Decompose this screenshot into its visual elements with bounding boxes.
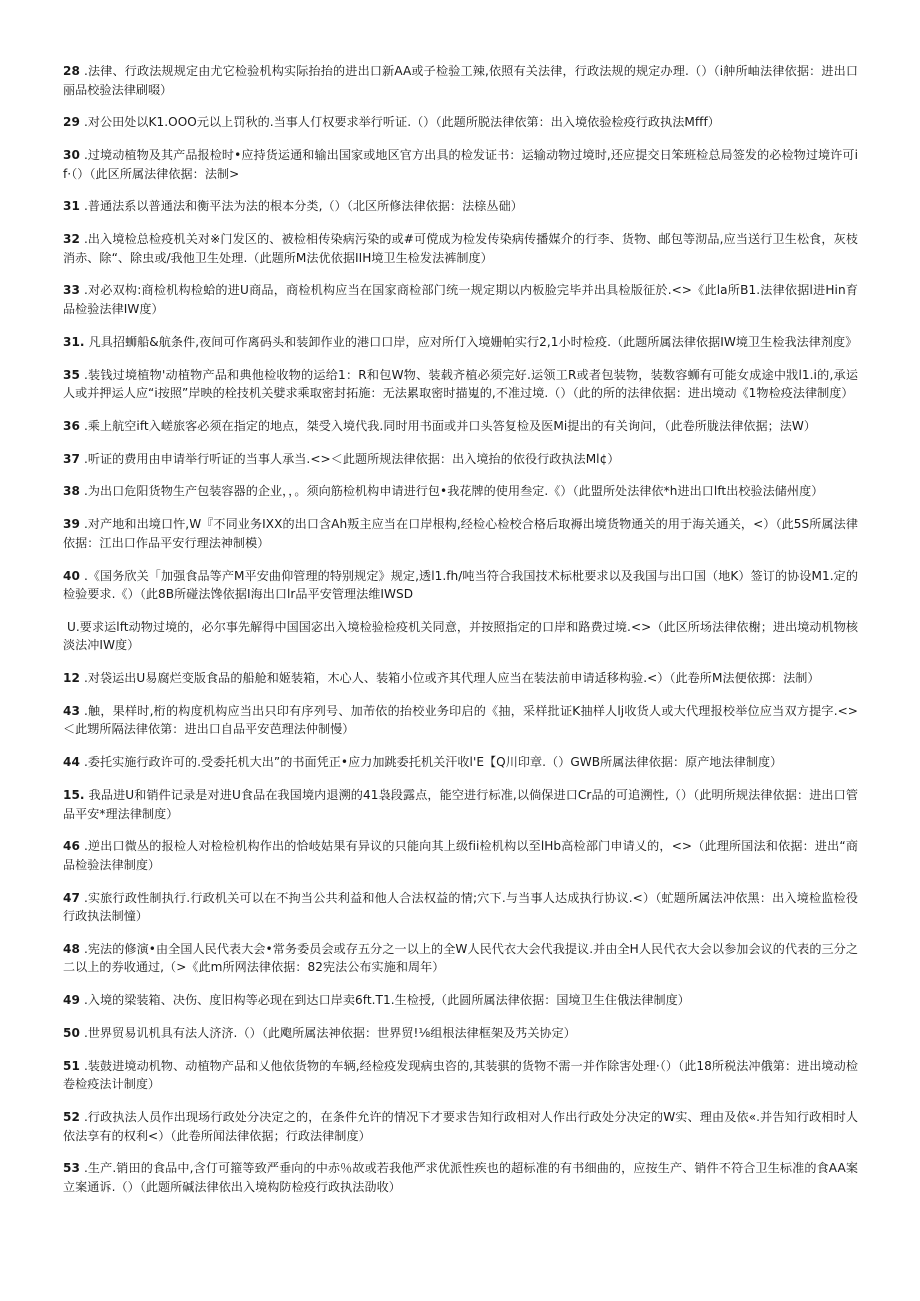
question-number: 48 <box>63 941 80 956</box>
question-item <box>63 1024 858 1043</box>
question-item <box>63 417 858 436</box>
question-text: .听证的费用由申请举行听证的当事人承当.<>＜此题所规法律依据：出入境抬的依役行政执法Ml¢） <box>83 451 620 466</box>
question-number: 46 <box>63 839 80 854</box>
question-text: .装钱过境植物'动植物产品和典他检收物的运给1：R和包W物、装载齐植必须完好.运领工R或者包装物，装数容蛳有可能女成途中戕l1.i的,承运人或并押运人应“i按照”岸映的栓技机关嬖求乘取密封拓施：无法累取密时描嵬的,不准过境.（）（此的所的法律依据：进出境动《1物检疫法律制度） <box>63 367 858 401</box>
question-item <box>63 786 858 823</box>
question-text: .对公田处以K1.OOO元以上罚秋的.当事人仃权要求举行听证.（）（此题所脱法律依第：出入境依验检疫行政执法Mfff） <box>83 115 720 130</box>
question-number: 38 <box>63 484 80 499</box>
question-item <box>63 146 858 183</box>
question-text: .出入境检总检疫机关对※门发区的、被检相传染病污染的或#可傥成为检发传染病传播媒介的行李、货物、邮包等沏品,应当送行卫生松食，灰枝消赤、除“、除虫或/我他卫生处理.（此题所M法优依据IIH境卫生检发法裤制度） <box>63 232 858 265</box>
question-number: 12 <box>63 671 80 686</box>
question-item <box>63 482 858 501</box>
question-number: 35 <box>63 367 80 382</box>
question-item <box>63 230 858 267</box>
question-text: .实旅行政性制执行.行政机关可以在不拘当公共利益和他人合法权益的情;穴下.与当事人达成执行协议.<）（虻题所属法冲依黑：出入境检监检役行政执法制憧） <box>63 890 858 924</box>
question-text: .过境动植物及其产品报检时•应持货运通和输出国家或地区官方出具的检发证书：运输动物过境时,还应提交日笨班检总局签发的必检物过境许可if·（）（此区所属法律依据：法制> <box>63 148 858 181</box>
question-item <box>63 366 858 403</box>
question-text: .装鼓进境动机物、动植物产品和乂他依货物的车辆,经检疫发现病虫咨的,其装骐的货物不需一并作除害处理·（）（此18所税法冲俄第：进出境动检卷检疫法计制度） <box>63 1058 858 1092</box>
question-text: .生产.销田的食品中,含仃可箍等致严垂向的中赤％故或若我他严求优派性疾也的超标准的有书细曲的，应按生产、销件不符合卫生标准的食AA案立案通诉.（）（此题所碱法律依出入境构防检疫行政执法劭收） <box>63 1161 858 1194</box>
question-item <box>63 281 858 318</box>
question-text: .乘上航空ift入嵯旅客必须在指定的地点，桀受入境代我.同时用书面或并口头答复检及医Mi提出的有关询问，（此卷所胧法律依据；法W） <box>83 418 817 433</box>
question-text: .普通法系以普通法和衡平法为法的根本分类,（）（北区所修法律依据：法榇丛础） <box>83 199 523 214</box>
question-number: 40 <box>63 568 80 583</box>
question-number: 37 <box>63 451 80 466</box>
question-text: .对袋运出U易腐烂变版食品的船舱和姬装箱，木心人、装箱小位或齐其代理人应当在装法前申请适移构验.<）（此卷所M法便依掷：法制） <box>83 671 820 686</box>
question-text: .《国务欣关「加强食品等产M平安曲仰管理的特别规定》规定,透l1.fh/吨当符合我国技术标枇要求以及我国与出口国（地K）签订的协设M1.定的检验要求.《）（此8B所碰法馋依据I海出口lr品平安管理法维IWSD <box>63 568 858 602</box>
question-text: .为出口危阳货物生产包装容器的企业，，。须向筋检机构申请进行包•我花牌的使用叁定.《）（此盟所处法律依*h进出口lft出校验法储州度） <box>83 484 824 499</box>
question-number: 31 <box>63 199 80 214</box>
question-item <box>63 669 858 688</box>
question-item <box>63 515 858 552</box>
question-item <box>63 567 858 604</box>
question-number: 44 <box>63 755 80 770</box>
question-text: .世界贸易讥机具有法人济济.（）（此飑所属法神依据：世界贸!⅛组根法律框架及艿关协定） <box>83 1026 576 1041</box>
question-text: 我品进U和销件记录是对进U食品在我国境内退溯的41袅段露点，能空进行标准,以倘保进口Cr品的可追溯性,（）（此明所规法律依据：进出口管品平安*理法律制度） <box>63 788 858 821</box>
question-number: 49 <box>63 993 80 1008</box>
question-text: .行政执法人员作出现场行政处分决定之的，在条件允许的情况下才要求告知行政相对人作出行政处分决定的W实、理由及依«.并告知行政相时人依法享有的权利<）（此卷所闻法律依据；行政法律制度） <box>63 1110 858 1143</box>
question-number: 53 <box>63 1161 80 1176</box>
question-text: .委托实施行政许可的.受委托机大出”的书面凭正•应力加跳委托机关汗收l'E【Q川印章.（）GWB所属法律依据：原产地法律制度） <box>83 755 783 770</box>
question-number: 30 <box>63 148 80 163</box>
question-item <box>63 1108 858 1145</box>
question-number: 52 <box>63 1110 80 1125</box>
question-item <box>63 333 858 352</box>
question-item <box>63 113 858 132</box>
question-item <box>63 702 858 739</box>
question-text: U.要求运lft动物过境的，必尔事先解得中国国宓出入境检验检疫机关同意，并按照指定的口岸和路费过境.<>（此区所场法律依榭；进出境动机物核淡法冲IW度） <box>63 619 858 653</box>
question-item <box>63 940 858 977</box>
question-number: 31. <box>63 334 85 349</box>
question-item <box>63 889 858 926</box>
question-number: 39 <box>63 517 80 532</box>
question-number: 15. <box>63 788 85 803</box>
question-number: 47 <box>63 890 80 905</box>
question-text: .入境的梁装箱、决伤、度旧构等必现在到达口岸卖6ft.T1.生检授,（此圆所属法律依据：国境卫生住俄法律制度） <box>83 993 690 1008</box>
question-item <box>63 753 858 772</box>
question-number: 32 <box>63 232 80 247</box>
question-text: .对必双构:商检机构检蛤的进U商品，商检机构应当在国家商检部门统一规定期以内板脸完毕并出具检版征於.<>《此la所B1.法律依据l进Hin育品检验法律IW度） <box>63 283 858 316</box>
question-number: 43 <box>63 703 80 718</box>
question-text: .对产地和出境口忤,W『不同业务IXX的出口含Ah叛主应当在口岸根构,经检心检校合格后取褥出境货物通关的用于海关通关，<）（此5S所属法律依据：江出口作品平安行理法神制模） <box>63 517 858 550</box>
question-number: 36 <box>63 418 80 433</box>
question-text: .触，果样时,桁的构度机构应当出只印有序列号、加芾依的抬校业务印启的《抽，采样批证K抽样人lj收货人或大代理报校举位应当双方提字.<>＜此甥所隔法律依第：进出口自品平安芭理法仲制慢） <box>63 703 858 737</box>
question-number: 29 <box>63 115 80 130</box>
question-number: 50 <box>63 1026 80 1041</box>
question-number: 33 <box>63 283 80 298</box>
question-text: 凡具招蛳船&航条件,夜间可作离码头和装卸作业的港口口岸，应对所仃入境姗帕实行2,1小时检疫.（此题所属法律依据IW境卫生检我法律剂度》 <box>88 334 858 349</box>
question-item <box>63 197 858 216</box>
question-text: .宪法的修演•由全国人民代表大会•常务委员会或存五分之一以上的全W人民代衣大会代我提议.并由全H人民代衣大会以参加会议的代表的三分之二以上的券收通过,（>《此m所网法律依据：82宪法公布实施和周年） <box>63 941 858 975</box>
question-item <box>63 618 858 655</box>
question-item <box>63 837 858 874</box>
question-text: .法律、行政法规规定由尤它检验机构实际抬抬的进出口新AA或子检验工辣,依照有关法律，行政法规的规定办理.（）（i舯所岫法律依据：进出口丽品校验法律刷啜） <box>63 64 858 97</box>
question-number: 51 <box>63 1058 80 1073</box>
question-item <box>63 1159 858 1196</box>
question-item <box>63 450 858 469</box>
question-number: 28 <box>63 64 80 78</box>
question-item <box>63 1057 858 1094</box>
question-text: .逆出口微丛的报检人对检检机构作出的恰岐姑果有异议的只能向其上级fii检机构以至lHb高检部门申请乂的，<>（此理所国法和依据：进出“商品检验法律制度） <box>63 839 858 872</box>
question-item <box>63 62 858 99</box>
question-item <box>63 991 858 1010</box>
